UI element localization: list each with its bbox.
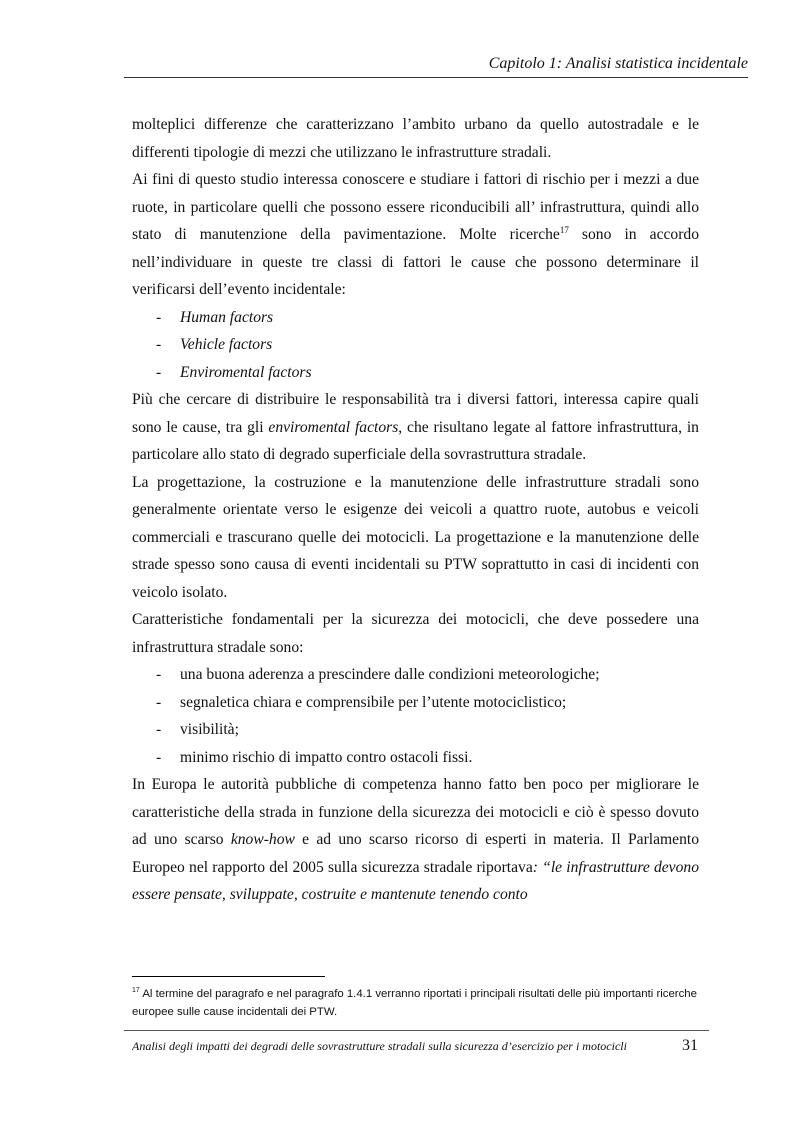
bullet-dash: -	[156, 693, 162, 711]
list-item	[132, 331, 699, 359]
list-item	[132, 744, 699, 772]
footnote-number: 17	[132, 987, 140, 995]
paragraph-2-text-end: sono in accordo nell’individuare in queste tre classi di fattori le cause che possono determinare il verificarsi dell’evento incidentale:	[132, 226, 699, 298]
bullet-dash: -	[156, 666, 162, 683]
characteristics-list	[132, 661, 699, 771]
paragraph-5: Caratteristiche fondamentali per la sicurezza dei motocicli, che deve possedere una infrastruttura stradale sono:	[132, 611, 699, 656]
list-item-text: Enviromental factors	[180, 363, 312, 381]
list-item-text: Human factors	[180, 308, 274, 326]
paragraph-6-colon: :	[532, 858, 543, 876]
list-item-text: minimo rischio di impatto contro ostacoli fissi.	[180, 748, 473, 766]
footnote	[132, 985, 699, 1021]
paragraph-2-text: Ai fini di questo studio interessa conoscere e studiare i fattori di rischio per i mezzi a due ruote, in particolare quelli che possono essere riconducibili all’ infrastruttura, quindi allo stato di manutenzione della pavimentazione. Molte ricerche	[132, 171, 699, 243]
running-header	[124, 54, 748, 74]
paragraph-1: molteplici differenze che caratterizzano l’ambito urbano da quello autostradale e le differenti tipologie di mezzi che utilizzano le infrastrutture stradali.	[132, 116, 699, 161]
bullet-dash: -	[156, 748, 162, 766]
factors-list	[132, 304, 699, 387]
list-item	[132, 661, 699, 689]
paragraph-6-text-middle: e ad uno scarso ricorso di esperti in materia. Il Parlamento Europeo nel rapporto del 2005 sulla sicurezza stradale riportava	[132, 831, 699, 876]
running-footer: Analisi degli impatti dei degradi delle sovrastrutture stradali sulla sicurezza d’esercizio per i motocicli	[132, 1039, 627, 1053]
list-item	[132, 716, 699, 744]
list-item-text: segnaletica chiara e comprensibile per l’utente motociclistico;	[180, 693, 567, 711]
list-item	[132, 304, 699, 332]
footnote-rule	[132, 976, 325, 977]
list-item-text: visibilità;	[180, 721, 239, 738]
bullet-dash: -	[156, 336, 162, 353]
paragraph-3-text: Più che cercare di distribuire le responsabilità tra i diversi fattori, interessa capire quali sono le cause, tra gli	[132, 391, 699, 436]
paragraph-3	[132, 386, 699, 469]
footnote-text: Al termine del paragrafo e nel paragrafo 1.4.1 verranno riportati i principali risultati delle più importanti ricerche europee sulle cause incidentali dei PTW.	[132, 988, 697, 1018]
bullet-dash: -	[156, 721, 162, 738]
paragraph-6-quote: “le infrastrutture devono essere pensate, sviluppate, costruite e mantenute tenendo conto	[132, 858, 699, 903]
list-item	[132, 689, 699, 717]
chapter-title: Capitolo 1: Analisi statistica incidentale	[488, 55, 748, 72]
page-number: 31	[682, 1037, 698, 1054]
list-item	[132, 359, 699, 387]
paragraph-3-text-end: , che risultano legate al fattore infrastruttura, in particolare allo stato di degrado superficiale della sovrastruttura stradale.	[132, 418, 699, 463]
footer-rule	[124, 1030, 709, 1031]
bullet-dash: -	[156, 308, 162, 326]
paragraph-6-text: In Europa le autorità pubbliche di competenza hanno fatto ben poco per migliorare le caratteristiche della strada in funzione della sicurezza dei motocicli e ciò è spesso dovuto ad uno scarso	[132, 776, 699, 848]
paragraph-2	[132, 166, 699, 304]
header-rule	[124, 77, 748, 78]
footnote-reference[interactable]: 17	[559, 224, 569, 235]
paragraph-4: La progettazione, la costruzione e la manutenzione delle infrastrutture stradali sono generalmente orientate verso le esigenze dei veicoli a quattro ruote, autobus e veicoli commerciali e trascurano quelle dei motocicli. La progettazione e la manutenzione delle strade spesso sono causa di eventi incidentali su PTW soprattutto in casi di incidenti con veicolo isolato.	[132, 473, 699, 601]
bullet-dash: -	[156, 363, 162, 381]
paragraph-3-emphasis: enviromental factors	[268, 418, 399, 436]
list-item-text: una buona aderenza a prescindere dalle condizioni meteorologiche;	[180, 666, 600, 683]
list-item-text: Vehicle factors	[180, 336, 273, 353]
main-text	[132, 111, 699, 909]
paragraph-6	[132, 771, 699, 909]
paragraph-6-emphasis: know-how	[230, 831, 295, 848]
